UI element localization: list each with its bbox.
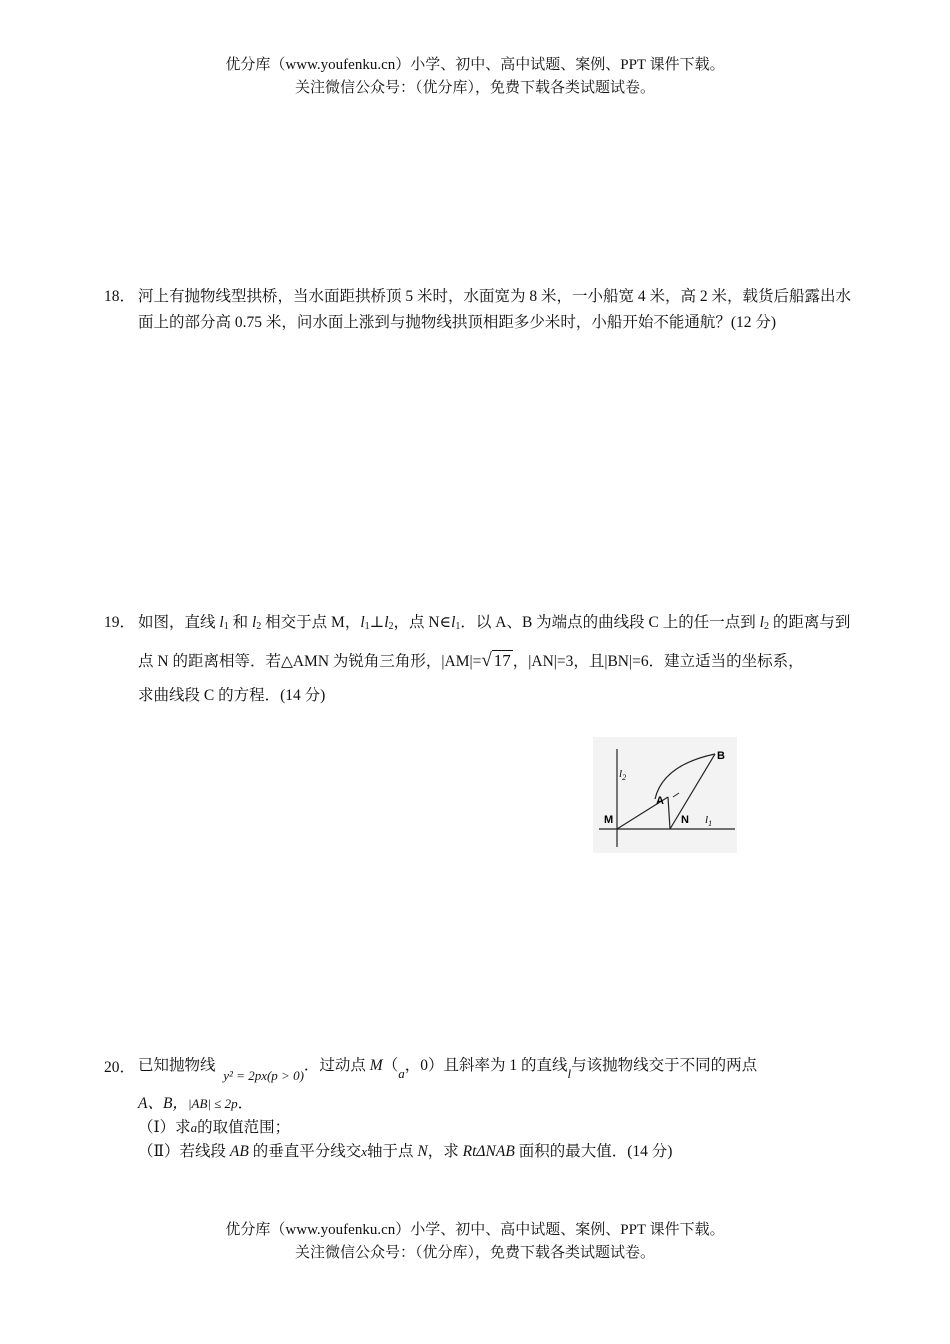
text-run: 如图，直线 bbox=[138, 614, 220, 631]
footer-line-2: 关注微信公众号：（优分库），免费下载各类试题试卷。 bbox=[294, 1245, 655, 1261]
line-l: l bbox=[567, 1066, 572, 1081]
text-run: （Ⅰ）求 bbox=[138, 1119, 191, 1136]
line-symbol: l bbox=[251, 614, 257, 631]
problem-number: 20． bbox=[104, 1059, 136, 1076]
problem-text: 河上有抛物线型拱桥，当水面距拱桥顶 5 米时，水面宽为 8 米，一小船宽 4 米，高 2 米，载货后船露出水面上的部分高 0.75 米，问水面上涨到与抛物线拱顶相距多少米时，小船开始不能通航？(12 分) bbox=[138, 288, 852, 331]
text-run: 轴于点 bbox=[367, 1143, 418, 1160]
text-run: 与该抛物线交于不同的两点 bbox=[571, 1057, 758, 1074]
figure-svg bbox=[593, 737, 737, 853]
problem-20 bbox=[104, 1054, 864, 1164]
var-x: x bbox=[361, 1144, 368, 1159]
sqrt-sign: √ bbox=[481, 650, 492, 671]
subscript: 2 bbox=[763, 621, 769, 632]
tick-mark bbox=[673, 793, 679, 797]
problem-19 bbox=[104, 606, 864, 713]
text-run: 求曲线段 C 的方程．(14 分) bbox=[138, 687, 326, 704]
text-run: 的垂直平分线交 bbox=[248, 1143, 362, 1160]
text-run: 已知抛物线 bbox=[138, 1057, 216, 1074]
text-run: ，|AN|=3，且|BN|=6．建立适当的坐标系， bbox=[512, 653, 804, 670]
page-header bbox=[0, 54, 950, 100]
subscript: 1 bbox=[364, 621, 370, 632]
var-a: a bbox=[190, 1120, 198, 1135]
header-line-1: 优分库（www.youfenku.cn）小学、初中、高中试题、案例、PPT 课件下载。 bbox=[225, 57, 725, 73]
subscript: 1 bbox=[223, 621, 229, 632]
text-run: ，求 bbox=[427, 1143, 463, 1160]
footer-line-1: 优分库（www.youfenku.cn）小学、初中、高中试题、案例、PPT 课件下载。 bbox=[225, 1222, 725, 1238]
label-l1: $l_1$ bbox=[705, 814, 713, 828]
text-run: 相交于点 M， bbox=[261, 614, 361, 631]
problem-number: 19． bbox=[104, 614, 136, 631]
label-N: N bbox=[681, 814, 689, 826]
point-M: M bbox=[369, 1057, 383, 1074]
triangle-NAB: RtΔNAB bbox=[462, 1143, 515, 1160]
perpendicular-symbol: ⊥ bbox=[369, 614, 385, 631]
problem-text bbox=[138, 606, 864, 713]
page-footer bbox=[0, 1219, 950, 1265]
radicand: 17 bbox=[493, 651, 511, 670]
inequality-AB: |AB| ≤ 2p bbox=[187, 1096, 238, 1111]
problem-text bbox=[138, 1054, 864, 1164]
text-run: 和 bbox=[228, 614, 252, 631]
text-run: ，点 N∈ bbox=[393, 614, 452, 631]
geometry-figure bbox=[593, 737, 737, 853]
subscript: 1 bbox=[455, 621, 461, 632]
parabola-equation: y² = 2px(p > 0) bbox=[223, 1068, 304, 1083]
part-2 bbox=[138, 1140, 864, 1164]
label-l2: $l_2$ bbox=[619, 768, 627, 782]
text-run: （Ⅱ）若线段 bbox=[138, 1143, 230, 1160]
line-symbol: l bbox=[219, 614, 224, 631]
line-symbol: l bbox=[360, 614, 365, 631]
header-line-2: 关注微信公众号：（优分库），免费下载各类试题试卷。 bbox=[294, 80, 655, 96]
text-run: ．以 A、B 为端点的曲线段 C 上的任一点到 bbox=[460, 614, 760, 631]
label-A: A bbox=[656, 795, 664, 807]
points-AB: A、B， bbox=[138, 1095, 188, 1112]
subscript: 2 bbox=[256, 621, 262, 632]
sqrt-17 bbox=[481, 644, 512, 679]
var-a: a bbox=[398, 1066, 405, 1081]
problem-number: 18． bbox=[104, 288, 136, 305]
condition-line bbox=[138, 1092, 864, 1116]
segment-AB: AB bbox=[229, 1143, 249, 1160]
line-symbol: l bbox=[384, 614, 389, 631]
problem-18 bbox=[104, 284, 864, 336]
curve-C bbox=[655, 754, 715, 799]
text-run: ，0）且斜率为 1 的直线 bbox=[404, 1057, 568, 1074]
text-run: ． bbox=[237, 1095, 254, 1112]
subscript: 2 bbox=[388, 621, 394, 632]
text-run: 面积的最大值．(14 分) bbox=[514, 1143, 673, 1160]
segment-AN bbox=[668, 797, 670, 829]
text-run: ．过动点 bbox=[303, 1057, 370, 1074]
label-M: M bbox=[604, 814, 614, 826]
point-N: N bbox=[417, 1143, 428, 1160]
text-run: 的距离与到点 N 的距离相等．若△AMN 为锐角三角形，|AM|= bbox=[138, 614, 851, 670]
segment-NB bbox=[670, 754, 715, 829]
text-run: （ bbox=[382, 1057, 399, 1074]
text-run: 的取值范围； bbox=[197, 1119, 291, 1136]
line-symbol: l bbox=[451, 614, 456, 631]
label-B: B bbox=[717, 750, 725, 762]
part-1 bbox=[138, 1116, 864, 1140]
line-symbol: l bbox=[759, 614, 764, 631]
